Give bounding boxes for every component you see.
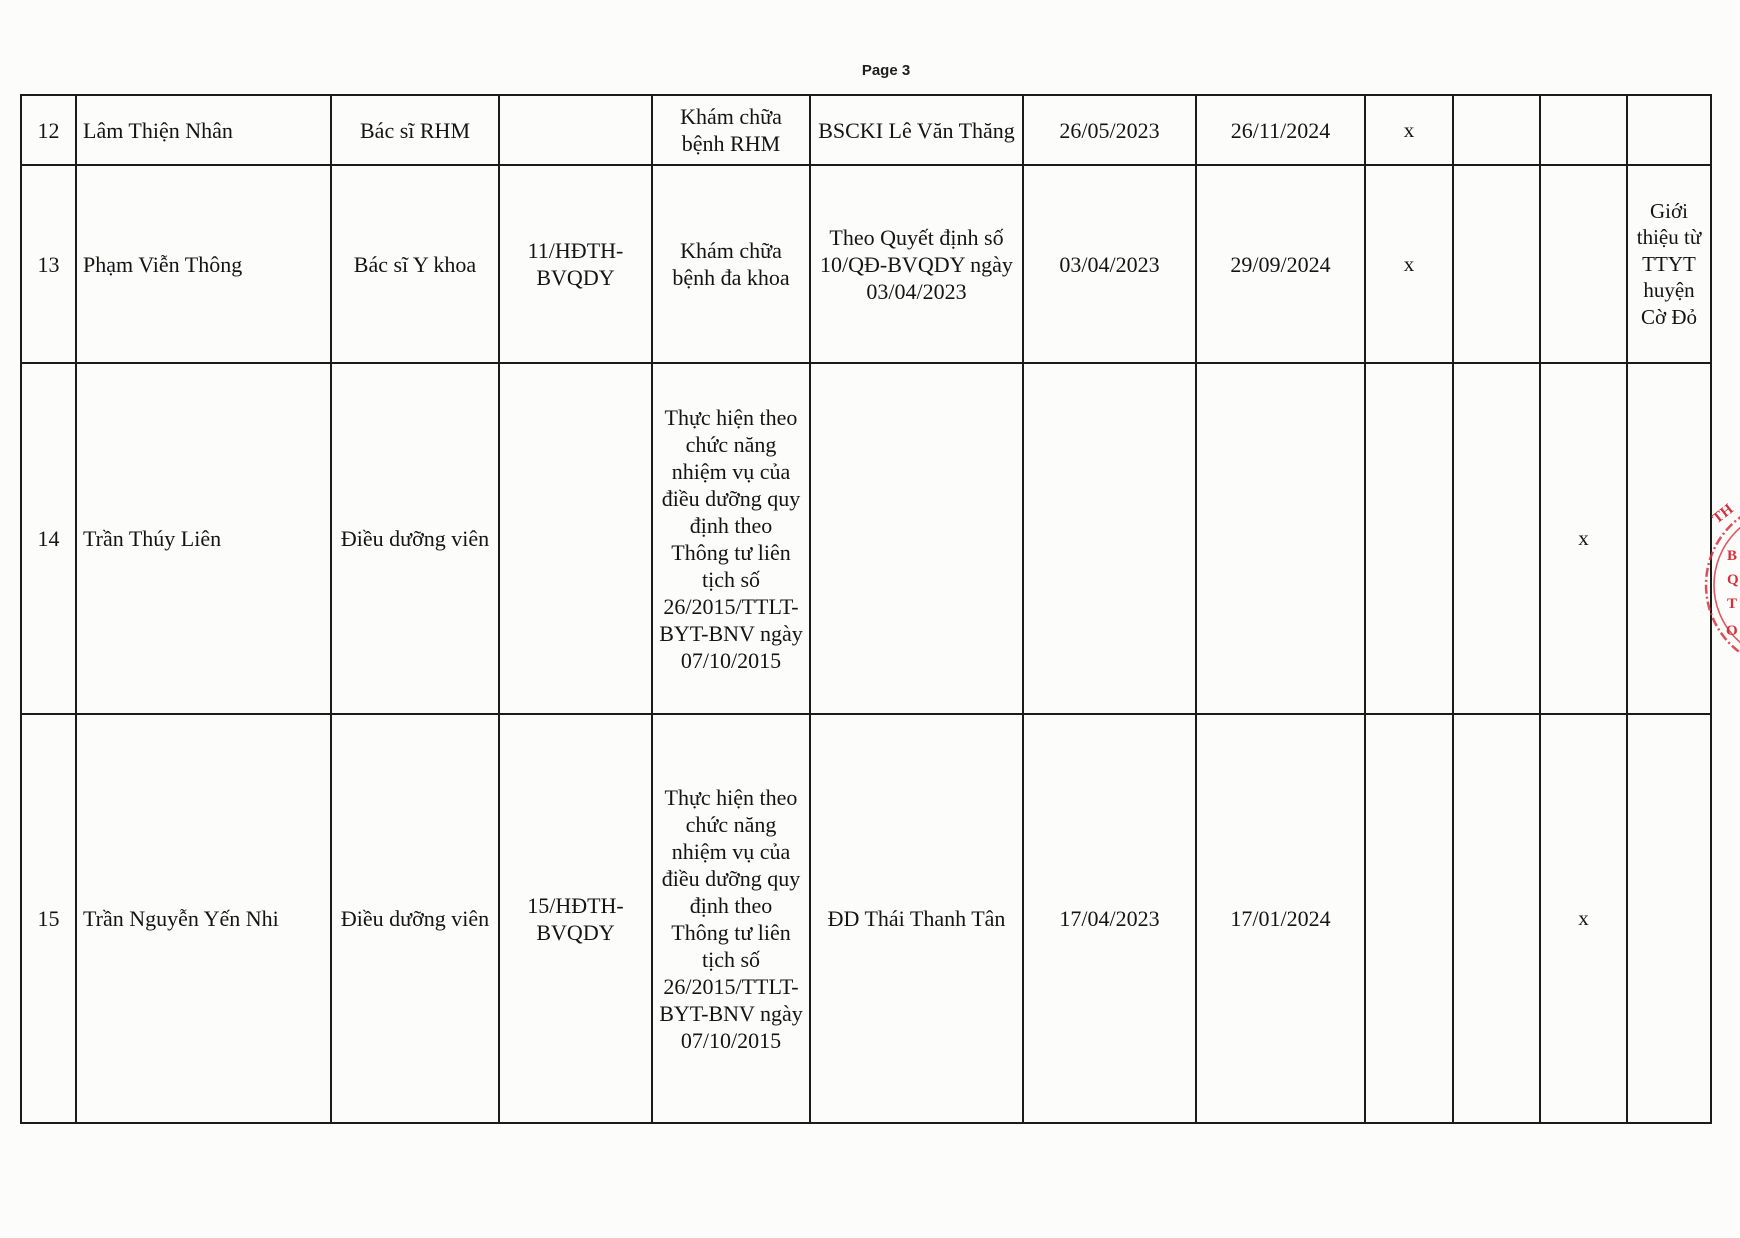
seal-letter: TH xyxy=(1709,501,1737,528)
table-row xyxy=(21,714,1711,1123)
cell-mark-2 xyxy=(1453,714,1540,1123)
cell-name: Trần Nguyễn Yến Nhi xyxy=(76,714,331,1123)
seal-letter: Q xyxy=(1727,572,1739,588)
cell-supervisor: ĐD Thái Thanh Tân xyxy=(810,714,1023,1123)
cell-scope: Khám chữa bệnh đa khoa xyxy=(652,165,810,363)
cell-note xyxy=(1627,363,1711,714)
cell-no: 12 xyxy=(21,95,76,165)
cell-supervisor: BSCKI Lê Văn Thăng xyxy=(810,95,1023,165)
cell-no: 14 xyxy=(21,363,76,714)
cell-contract xyxy=(499,363,652,714)
cell-contract xyxy=(499,95,652,165)
cell-name: Trần Thúy Liên xyxy=(76,363,331,714)
cell-mark-3 xyxy=(1540,95,1627,165)
cell-note xyxy=(1627,714,1711,1123)
cell-mark-2 xyxy=(1453,363,1540,714)
cell-title: Bác sĩ Y khoa xyxy=(331,165,499,363)
seal-letter: B xyxy=(1727,548,1738,564)
table-row xyxy=(21,165,1711,363)
cell-mark-3: x xyxy=(1540,714,1627,1123)
cell-end-date: 29/09/2024 xyxy=(1196,165,1365,363)
cell-mark-1 xyxy=(1365,714,1453,1123)
cell-start-date: 17/04/2023 xyxy=(1023,714,1196,1123)
cell-end-date: 26/11/2024 xyxy=(1196,95,1365,165)
cell-end-date: 17/01/2024 xyxy=(1196,714,1365,1123)
table-row xyxy=(21,363,1711,714)
cell-supervisor xyxy=(810,363,1023,714)
red-seal-stamp xyxy=(1700,490,1740,680)
cell-note xyxy=(1627,95,1711,165)
cell-scope: Thực hiện theo chức năng nhiệm vụ của điều dưỡng quy định theo Thông tư liên tịch số 26/2015/TTLT- BYT-BNV ngày 07/10/2015 xyxy=(652,714,810,1123)
cell-contract: 11/HĐTH- BVQDY xyxy=(499,165,652,363)
cell-name: Phạm Viễn Thông xyxy=(76,165,331,363)
page-number: Page 3 xyxy=(861,62,911,79)
cell-start-date: 26/05/2023 xyxy=(1023,95,1196,165)
cell-scope: Khám chữa bệnh RHM xyxy=(652,95,810,165)
staff-table xyxy=(20,94,1712,1124)
cell-note: Giới thiệu từ TTYT huyện Cờ Đỏ xyxy=(1627,165,1711,363)
cell-name: Lâm Thiện Nhân xyxy=(76,95,331,165)
seal-letter: T xyxy=(1727,596,1738,612)
cell-mark-1: x xyxy=(1365,165,1453,363)
seal-letter: O xyxy=(1726,623,1738,639)
cell-supervisor: Theo Quyết định số 10/QĐ-BVQDY ngày 03/04/2023 xyxy=(810,165,1023,363)
cell-mark-1: x xyxy=(1365,95,1453,165)
cell-mark-1 xyxy=(1365,363,1453,714)
cell-start-date xyxy=(1023,363,1196,714)
cell-end-date xyxy=(1196,363,1365,714)
cell-mark-3: x xyxy=(1540,363,1627,714)
cell-no: 13 xyxy=(21,165,76,363)
cell-contract: 15/HĐTH- BVQDY xyxy=(499,714,652,1123)
cell-scope: Thực hiện theo chức năng nhiệm vụ của điều dưỡng quy định theo Thông tư liên tịch số 26/2015/TTLT- BYT-BNV ngày 07/10/2015 xyxy=(652,363,810,714)
cell-mark-3 xyxy=(1540,165,1627,363)
cell-title: Bác sĩ RHM xyxy=(331,95,499,165)
cell-mark-2 xyxy=(1453,165,1540,363)
table-row xyxy=(21,95,1711,165)
cell-mark-2 xyxy=(1453,95,1540,165)
cell-start-date: 03/04/2023 xyxy=(1023,165,1196,363)
cell-no: 15 xyxy=(21,714,76,1123)
cell-title: Điều dưỡng viên xyxy=(331,363,499,714)
cell-title: Điều dưỡng viên xyxy=(331,714,499,1123)
